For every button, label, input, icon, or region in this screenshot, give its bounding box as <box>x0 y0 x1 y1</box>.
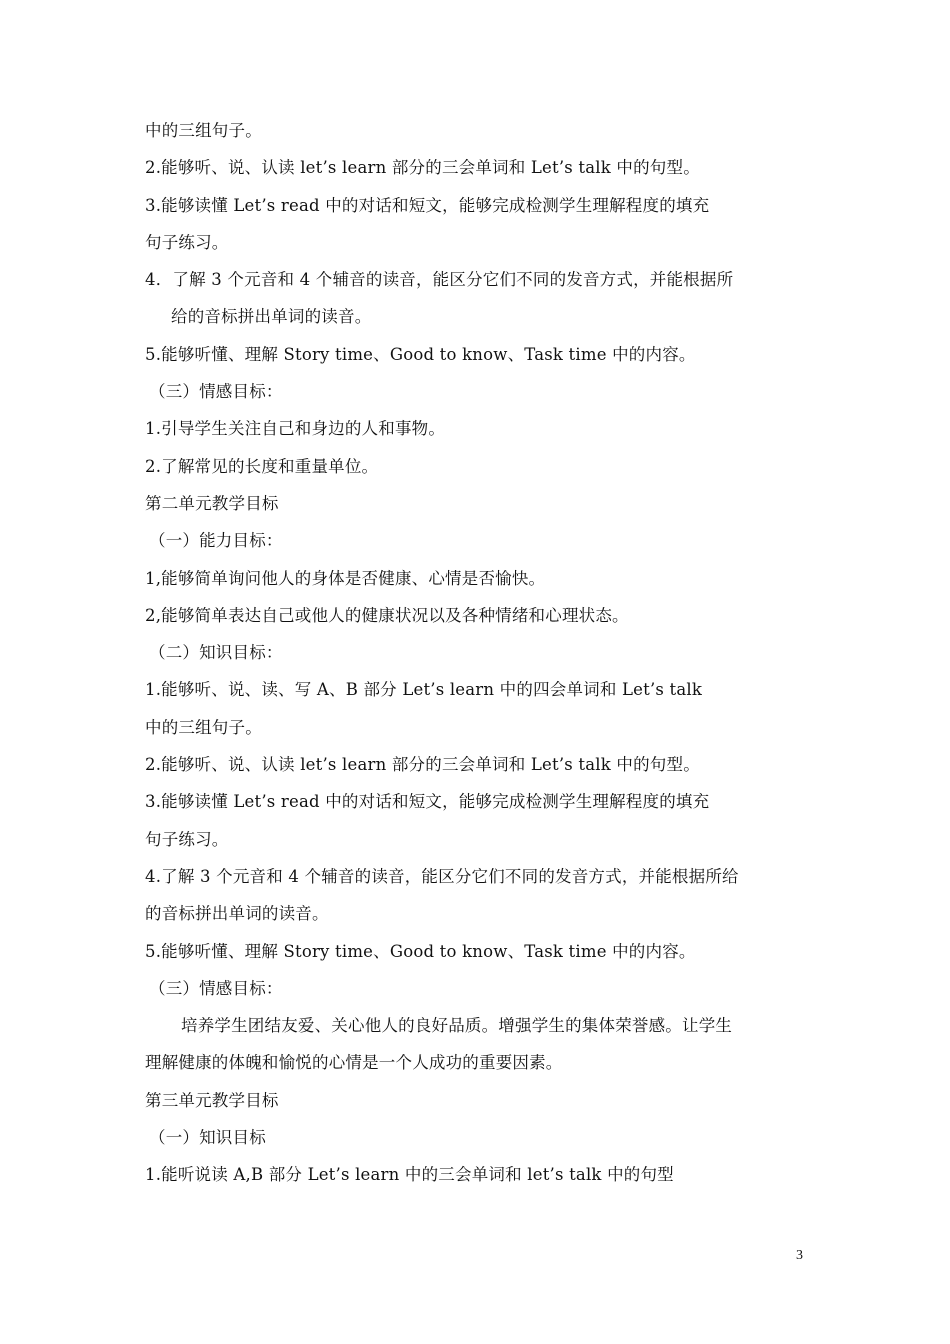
text-line: 1.能够听、说、读、写 A、B 部分 Let’s learn 中的四会单词和 Let’s talk <box>145 680 703 700</box>
text-line: 中的三组句子。 <box>145 717 262 737</box>
unit-heading: 第二单元教学目标 <box>145 493 279 513</box>
text-line: 培养学生团结友爱、关心他人的良好品质。增强学生的集体荣誉感。让学生 <box>181 1016 733 1036</box>
text-line: 2.能够听、说、认读 let’s learn 部分的三会单词和 Let’s talk 中的句型。 <box>145 158 700 178</box>
text-line: 2.能够听、说、认读 let’s learn 部分的三会单词和 Let’s talk 中的句型。 <box>145 755 700 775</box>
text-line: 2.了解常见的长度和重量单位。 <box>145 456 379 476</box>
page-number: 3 <box>796 1248 803 1263</box>
unit-heading: 第三单元教学目标 <box>145 1090 279 1110</box>
text-line: 1.能听说读 A,B 部分 Let’s learn 中的三会单词和 let’s talk 中的句型 <box>145 1165 674 1185</box>
text-line: 3.能够读懂 Let’s read 中的对话和短文，能够完成检测学生理解程度的填充 <box>145 195 710 215</box>
text-line: 2,能够简单表达自己或他人的健康状况以及各种情绪和心理状态。 <box>145 605 629 625</box>
text-line: 5.能够听懂、理解 Story time、Good to know、Task time 中的内容。 <box>145 344 696 364</box>
text-line: 的音标拼出单词的读音。 <box>145 904 329 924</box>
text-line: 句子练习。 <box>145 232 229 252</box>
text-line: 句子练习。 <box>145 829 229 849</box>
section-heading: （三）情感目标： <box>149 382 283 402</box>
section-heading: （一）知识目标 <box>149 1128 266 1148</box>
text-line: 4．了解 3 个元音和 4 个辅音的读音，能区分它们不同的发音方式，并能根据所 <box>145 270 734 290</box>
text-line: 3.能够读懂 Let’s read 中的对话和短文，能够完成检测学生理解程度的填充 <box>145 792 710 812</box>
text-line: 1.引导学生关注自己和身边的人和事物。 <box>145 419 446 439</box>
text-line: 理解健康的体魄和愉悦的心情是一个人成功的重要因素。 <box>145 1053 563 1073</box>
section-heading: （一）能力目标： <box>149 531 283 551</box>
section-heading: （二）知识目标： <box>149 643 283 663</box>
text-line: 4.了解 3 个元音和 4 个辅音的读音，能区分它们不同的发音方式，并能根据所给 <box>145 866 739 886</box>
text-line: 1,能够简单询问他人的身体是否健康、心情是否愉快。 <box>145 568 546 588</box>
text-line: 中的三组句子。 <box>145 121 262 140</box>
text-line: 给的音标拼出单词的读音。 <box>171 307 372 327</box>
document-body <box>145 112 815 1194</box>
text-line: 5.能够听懂、理解 Story time、Good to know、Task time 中的内容。 <box>145 941 696 961</box>
section-heading: （三）情感目标： <box>149 978 283 998</box>
